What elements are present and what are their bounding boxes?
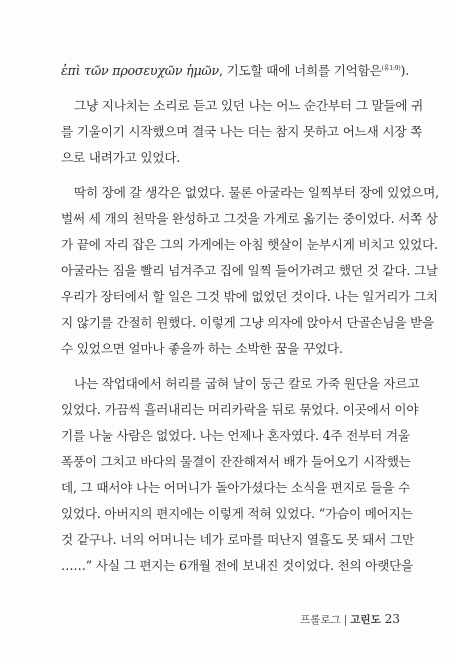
text-line-2: 그냥 지나치는 소리로 듣고 있던 나는 어느 순간부터 그 말들에 귀 (74, 98, 424, 113)
page-footer (300, 611, 400, 627)
text-line-4: 으로 내려가고 있었다. (61, 150, 181, 165)
text-line-5: 딱히 장에 갈 생각은 없었다. 물론 아굴라는 일찍부터 장에 있었으며, (74, 185, 439, 200)
text-line-14: 기를 나눌 사람은 없었다. 나는 언제나 혼자였다. 4주 전부터 겨울 (61, 428, 410, 443)
text-line-1 (61, 58, 410, 84)
text-line-11: 수 있었으면 얼마나 좋을까 하는 소박한 꿈을 꾸었다. (61, 341, 343, 356)
text-line-18: 것 같구나. 너의 어머니는 네가 로마를 떠난지 열흘도 못 돼서 그만 (61, 532, 414, 547)
greek-phrase: ἐπὶ τῶν προσευχῶν ἡμῶν (61, 63, 219, 78)
text-line-6: 벌써 세 개의 천막을 완성하고 그것을 가게로 옮기는 중이었다. 서쪽 상 (61, 211, 438, 226)
text-line-1-end: ). (400, 63, 410, 78)
text-line-3: 를 기울이기 시작했으며 결국 나는 더는 참지 못하고 어느새 시장 쪽 (61, 124, 423, 139)
text-line-19: ……” 사실 그 편지는 6개월 전에 보내진 것이었다. 천의 아랫단을 (61, 558, 414, 573)
page-number: 23 (384, 612, 400, 626)
text-line-13: 있었다. 가끔씩 흘러내리는 머리카락을 뒤로 묶었다. 이곳에서 이야 (61, 402, 419, 417)
text-line-16: 데, 그 때서야 나는 어머니가 돌아가셨다는 소식을 편지로 들을 수 (61, 480, 411, 495)
text-line-7: 가 끝에 자리 잡은 그의 가게에는 아침 햇살이 눈부시게 비치고 있었다. (61, 237, 438, 252)
text-line-12: 나는 작업대에서 허리를 굽혀 날이 둥근 칼로 가죽 원단을 자르고 (74, 376, 420, 391)
text-line-15: 폭풍이 그치고 바다의 물결이 잔잔해져서 배가 들어오기 시작했는 (61, 454, 411, 469)
text-line-8: 아굴라는 짐을 빨리 넘겨주고 집에 일찍 들어가려고 했던 것 같다. 그날 (61, 263, 438, 278)
footer-separator: | (343, 614, 348, 626)
body-text (61, 58, 439, 579)
section-title: 프롤로그 (300, 614, 341, 626)
text-line-17: 있었다. 아버지의 편지에는 이렇게 적혀 있었다. “가슴이 메어지는 (61, 506, 413, 521)
text-line-10: 지 않기를 간절히 원했다. 이렇게 그냥 의자에 앉아서 단골손님을 받을 (61, 315, 435, 330)
text-line-9: 우리가 장터에서 할 일은 그것 밖에 없었던 것이다. 나는 일거리가 그치 (61, 289, 438, 304)
text-line-1-korean: , 기도할 때에 너희를 기억함은 (218, 63, 382, 78)
verse-reference: (롬1:9) (381, 64, 401, 72)
chapter-title: 고린도 (350, 614, 381, 626)
